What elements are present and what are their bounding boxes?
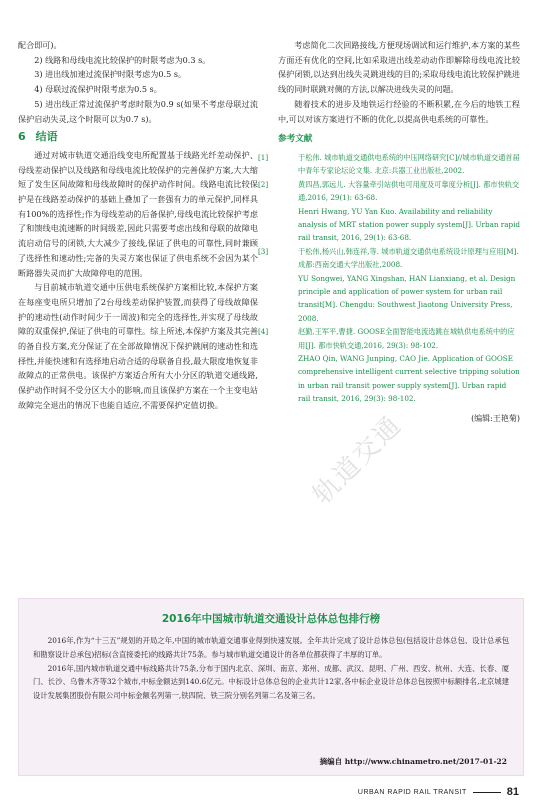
reference-number: [1]: [258, 152, 269, 162]
journal-name: URBAN RAPID RAIL TRANSIT: [357, 788, 467, 796]
reference-number: [2]: [258, 179, 269, 189]
news-paragraph: 2016年,国内城市轨道交通中标线路共计75条,分布于国内北京、深圳、南京、郑州、成都、武汉、昆明、广州、西安、杭州、大连、长春、厦门、长沙、乌鲁木齐等32个城市,中标金额达到140.6亿元。中标设计总体总包的企业共计12家,各中标企业设计总体总包按照中标额排名,北京城建设计发展集团股份有限公司中标金额名列第一,铁四院、铁三院分别名列第二名及第三名。: [33, 663, 509, 701]
footer-divider: [473, 792, 501, 793]
reference-english: ZHAO Qin, WANG Junping, CAO Jie. Application of GOOSE comprehensive intelligent current selective tripping solution in urban rail transit power supply system[J]. Urban rapid rail transit, 2016, 29(3): 98-102.: [298, 354, 520, 404]
news-box-title: 2016年中国城市轨道交通设计总体总包排行榜: [161, 613, 381, 625]
news-paragraph: 2016年,作为“十三五”规划的开局之年,中国的城市轨道交通事业得到快速发展。全年共计完成了设计总体总包(包括设计总体总包、设计总承包和勘察设计总承包)招标(含直接委托)的线路共计75条。参与城市轨道交通设计的各单位都获得了丰厚的订单。: [33, 636, 509, 659]
page-footer: [358, 786, 519, 798]
news-box: [18, 598, 524, 776]
reference-number: [4]: [258, 327, 269, 337]
body-paragraph: 随着技术的进步及地铁运行经验的不断积累,在今后的地铁工程中,可以对该方案进行不断的优化,以提高供电系统的可靠性。: [278, 98, 520, 124]
news-source: 摘编自 http://www.chinametro.net/2017-01-22: [319, 757, 507, 766]
reference-item: [258, 151, 520, 178]
section-title: 结语: [35, 130, 58, 144]
list-item: 5) 进出线正常过流保护考虑时限为0.9 s(如果不考虑母联过流保护启动失灵,这个时限可以为0.7 s)。: [18, 98, 258, 124]
reference-item: [258, 245, 520, 325]
references-heading: 参考文献: [278, 134, 313, 145]
body-paragraph: 与目前城市轨道交通中压供电系统保护方案相比较,本保护方案在每座变电所只增加了2台母线差动保护装置,而获得了母线故障保护的速动性(动作时间少于一周波)和完全的选择性,并实现了母线故障的双重保护,保证了供电的可靠性。综上所述,本保护方案及其完善的备自投方案,充分保证了在全部故障情况下保护跳闸的速动性和选择性,并能快速和有选择地启动合适的母联备自投,最大限度地恢复非故障点的正常供电。该保护方案适合所有大小分区的轨道交通线路,保护动作时间不受分区大小的影响,而且该保护方案在一个主变电站故障完全退出的情况下也能自适应,不需要保护定值切换。: [18, 282, 258, 410]
list-item: 4) 母联过流保护时限考虑为0.5 s。: [34, 84, 162, 95]
reference-text: 赵勤,王军平,曹捷. GOOSE全面智能电流选跳在城轨供电系统中的应用[J]. 都市快轨交通,2016, 29(3): 98-102.: [298, 327, 515, 350]
section-heading: [18, 130, 258, 145]
section-number: 6: [18, 130, 26, 144]
intro-line: 配合即可)。: [18, 40, 62, 50]
watermark: 轨道交通: [307, 410, 408, 511]
reference-item: [258, 325, 520, 405]
reference-text: 黄四昌,郭远儿. 大容量牵引站供电可用度及可靠度分析[J]. 都市快轨交通,2016, 29(1): 63-68.: [298, 179, 520, 203]
reference-text: 于松伟. 城市轨道交通供电系统的中压网络研究[C]//城市轨道交通首届中青年专家论坛论文集. 北京:兵器工业出版社,2002.: [298, 152, 520, 176]
body-paragraph: 通过对城市轨道交通沿线变电所配置基于线路光纤差动保护、母线差动保护以及线路和母线电流比较保护的完善保护方案,大大缩短了发生区间故障和母线故障时的保护动作时间。线路电流比较保护是在线路差动保护的基础上叠加了一套强有力的单元保护,同样具有100%的选择性;作为母线差动的后备保护,母线电流比较保护考虑了和馈线电流速断的时间级差,因此只需要考虑出线和母联的故障电流启动信号的闭锁,大大减少了接线,保证了供电的可靠性,同时兼顾了选择性和速动性;完备的失灵方案也保证了供电系统不会因为某个断路器失灵而扩大故障停电的范围。: [18, 149, 258, 278]
list-item: 2) 线路和母线电流比较保护的时限考虑为0.3 s。: [34, 54, 211, 65]
left-column: [18, 38, 258, 413]
reference-text: 于松伟,杨兴山,韩连祥,等. 城市轨道交通供电系统设计原理与应用[M]. 成都:西南交通大学出版社,2008.: [298, 246, 519, 270]
reference-english: YU Songwei, YANG Xingshan, HAN Lianxiang, et al. Design principle and application of power system for urban rail transit[M]. Chengdu: Southwest Jiaotong University Press, 2008.: [298, 273, 516, 323]
body-paragraph: 考虑简化二次回路接线,方便现场调试和运行维护,本方案的某些方面还有优化的空间,比如采取进出线差动动作即解除母线电流比较保护闭锁,以达到出线失灵跳进线的目的;采取母线电流比较保护跳进线的同时联跳对侧的方法,以解决进线失灵的问题。: [278, 40, 520, 95]
reference-item: [258, 178, 520, 245]
reference-number: [3]: [258, 246, 269, 256]
list-item: 3) 进出线加速过流保护时限考虑为0.5 s。: [34, 69, 187, 80]
news-box-body: [19, 626, 523, 703]
editor-credit: (编辑:王艳菊): [471, 413, 520, 423]
page-number: 81: [506, 786, 519, 798]
reference-english: Henri Hwang, YU Yan Kuo. Availability and reliability analysis of MRT station power supply system[J]. Urban rapid rail transit, 2016, 29(1): 63-68.: [298, 206, 520, 243]
right-column: [258, 38, 520, 426]
